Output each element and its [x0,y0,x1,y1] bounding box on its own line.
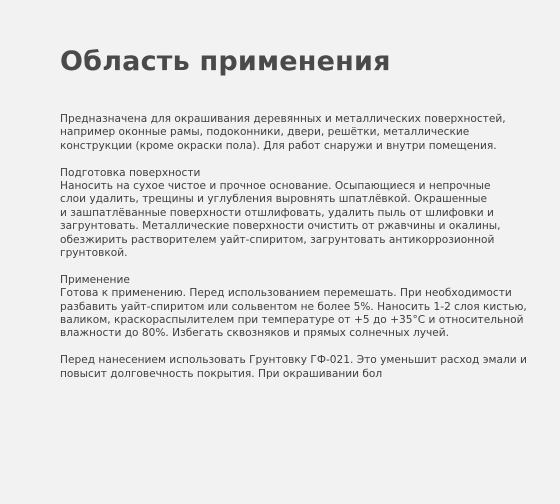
application-line: влажности до 80%. Избегать сквозняков и прямых солнечных лучей. [60,327,450,340]
intro-line: Предназначена для окрашивания деревянных и металлических поверхностей, [60,113,506,125]
preparation-line: обезжирить растворителем уайт-спиритом, загрунтовать антикоррозионной [60,233,495,246]
intro-paragraph [60,113,535,153]
preparation-line: слои удалить, трещины и углубления выровнять шпатлёвкой. Окрашенные [60,193,488,206]
intro-line: конструкции (кроме окраски пола). Для работ снаружи и внутри помещения. [60,139,497,152]
application-line: валиком, краскораспылителем при температуре от +5 до +35°С и относительной [60,314,524,327]
preparation-section [60,167,535,261]
application-line: Готова к применению. Перед использованием перемешать. При необходимости [60,287,512,300]
application-heading: Применение [60,273,130,286]
note-line: повысит долговечность покрытия. При окрашивании бол [60,367,383,380]
preparation-line: Наносить на сухое чистое и прочное основание. Осыпающиеся и непрочные [60,180,491,193]
application-section [60,274,535,341]
preparation-line: загрунтовать. Металлические поверхности очистить от ржавчины и окалины, [60,220,501,233]
page-title: Область применения [60,46,391,77]
description-body [60,113,535,394]
note-line: Перед нанесением использовать Грунтовку ГФ-021. Это уменьшит расход эмали и [60,354,527,367]
note-paragraph [60,354,535,381]
intro-line: например оконные рамы, подоконники, двери, решётки, металлические [60,126,470,139]
application-line: разбавить уайт-спиритом или сольвентом не более 5%. Наносить 1-2 слоя кистью, [60,300,527,313]
preparation-line: и зашпатлёванные поверхности отшлифовать, удалить пыль от шлифовки и [60,206,494,219]
preparation-heading: Подготовка поверхности [60,166,201,179]
preparation-line: грунтовкой. [60,247,128,260]
